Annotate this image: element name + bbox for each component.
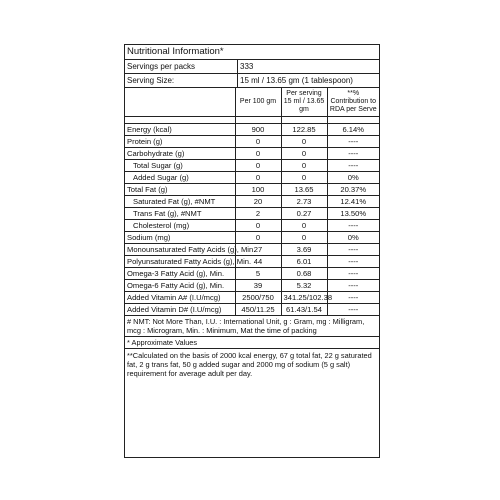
table-row	[125, 232, 379, 244]
value-per-100: 0	[235, 160, 281, 172]
table-row	[125, 256, 379, 268]
value-rda: 6.14%	[327, 124, 379, 136]
spacer-cell	[125, 117, 235, 124]
value-per-100: 0	[235, 172, 281, 184]
header-per-100: Per 100 gm	[235, 88, 281, 117]
table-row	[125, 136, 379, 148]
nutrient-name: Added Vitamin A# (I.U/mcg)	[125, 292, 235, 304]
nutrient-name: Energy (kcal)	[125, 124, 235, 136]
serving-size-value: 15 ml / 13.65 gm (1 tablespoon)	[240, 76, 353, 85]
value-per-serving: 0	[281, 136, 327, 148]
servings-label: Servings per packs	[125, 60, 238, 73]
value-rda: 20.37%	[327, 184, 379, 196]
value-per-serving: 341.25/102.38	[281, 292, 327, 304]
nutrient-name: Total Sugar (g)	[125, 160, 235, 172]
value-per-serving: 0.68	[281, 268, 327, 280]
value-per-serving: 6.01	[281, 256, 327, 268]
table-row	[125, 220, 379, 232]
nutrient-name: Trans Fat (g), #NMT	[125, 208, 235, 220]
value-rda: ----	[327, 244, 379, 256]
header-rda: **% Contribution to RDA per Serve	[327, 88, 379, 117]
value-rda: ----	[327, 280, 379, 292]
value-rda: 0%	[327, 172, 379, 184]
value-per-serving: 61.43/1.54	[281, 304, 327, 316]
value-rda: ----	[327, 256, 379, 268]
value-per-serving: 0	[281, 232, 327, 244]
value-rda: 12.41%	[327, 196, 379, 208]
value-per-serving: 2.73	[281, 196, 327, 208]
nutrient-name: Sodium (mg)	[125, 232, 235, 244]
value-rda: ----	[327, 292, 379, 304]
table-row	[125, 268, 379, 280]
table-row	[125, 172, 379, 184]
header-nutrient	[125, 88, 235, 117]
nutrient-name: Cholesterol (mg)	[125, 220, 235, 232]
spacer-cell	[327, 117, 379, 124]
value-per-100: 20	[235, 196, 281, 208]
value-rda: ----	[327, 268, 379, 280]
nutrition-table	[125, 88, 379, 316]
value-rda: 13.50%	[327, 208, 379, 220]
panel-title: Nutritional Information*	[125, 45, 379, 60]
value-per-100: 27	[235, 244, 281, 256]
nutrition-facts-panel	[124, 44, 380, 458]
value-per-100: 0	[235, 136, 281, 148]
spacer-cell	[235, 117, 281, 124]
table-row	[125, 196, 379, 208]
value-per-100: 0	[235, 220, 281, 232]
serving-size-label: Serving Size:	[125, 74, 238, 87]
table-row	[125, 148, 379, 160]
value-per-serving: 0	[281, 160, 327, 172]
value-per-serving: 0	[281, 172, 327, 184]
value-per-100: 5	[235, 268, 281, 280]
nutrient-name: Protein (g)	[125, 136, 235, 148]
table-row	[125, 292, 379, 304]
table-row	[125, 280, 379, 292]
value-per-100: 39	[235, 280, 281, 292]
value-per-100: 900	[235, 124, 281, 136]
value-per-serving: 0	[281, 220, 327, 232]
table-row	[125, 304, 379, 316]
spacer-cell	[281, 117, 327, 124]
value-rda: ----	[327, 136, 379, 148]
nutrient-name: Polyunsaturated Fatty Acids (g), Min.	[127, 257, 252, 266]
value-per-100: 2	[235, 208, 281, 220]
value-per-serving: 0.27	[281, 208, 327, 220]
value-per-100: 450/11.25	[235, 304, 281, 316]
table-row	[125, 184, 379, 196]
footnote-calculation: **Calculated on the basis of 2000 kcal energy, 67 g total fat, 22 g saturated fat, 2 g trans fat, 50 g added sugar and 2000 mg of sodium (5 g salt) requirement for average adult per day.	[127, 351, 372, 378]
header-spacer-row	[125, 117, 379, 124]
header-per-serving: Per serving 15 ml / 13.65 gm	[281, 88, 327, 117]
value-per-serving: 0	[281, 148, 327, 160]
value-per-100: 44	[235, 256, 281, 268]
nutrient-name: Added Vitamin D# (I.U/mcg)	[125, 304, 235, 316]
footnote-abbreviations: # NMT: Not More Than, I.U. : International Unit, g : Gram, mg : Milligram, mcg : Microgram, Min. : Minimum, Mat the time of packing	[125, 316, 379, 337]
value-per-100: 2500/750	[235, 292, 281, 304]
value-rda: ----	[327, 160, 379, 172]
table-row	[125, 208, 379, 220]
servings-row	[125, 60, 379, 74]
nutrient-name: Carbohydrate (g)	[125, 148, 235, 160]
value-per-100: 100	[235, 184, 281, 196]
servings-value: 333	[240, 62, 254, 71]
table-row	[125, 124, 379, 136]
table-row	[125, 160, 379, 172]
serving-size-row	[125, 74, 379, 88]
value-per-100: 0	[235, 232, 281, 244]
value-per-serving: 3.69	[281, 244, 327, 256]
value-per-serving: 122.85	[281, 124, 327, 136]
value-rda: 0%	[327, 232, 379, 244]
nutrient-name: Total Fat (g)	[125, 184, 235, 196]
nutrient-name: Added Sugar (g)	[125, 172, 235, 184]
value-rda: ----	[327, 304, 379, 316]
value-per-serving: 13.65	[281, 184, 327, 196]
nutrient-name: Monounsaturated Fatty Acids (g), Min.	[127, 245, 256, 254]
nutrient-name: Omega-3 Fatty Acid (g), Min.	[125, 268, 235, 280]
nutrient-name: Saturated Fat (g), #NMT	[125, 196, 235, 208]
table-row	[125, 244, 379, 256]
value-per-serving: 5.32	[281, 280, 327, 292]
value-per-100: 0	[235, 148, 281, 160]
value-rda: ----	[327, 148, 379, 160]
value-rda: ----	[327, 220, 379, 232]
table-header-row	[125, 88, 379, 117]
footnote-approximate: * Approximate Values	[125, 337, 379, 349]
nutrient-name: Omega-6 Fatty Acid (g), Min.	[125, 280, 235, 292]
